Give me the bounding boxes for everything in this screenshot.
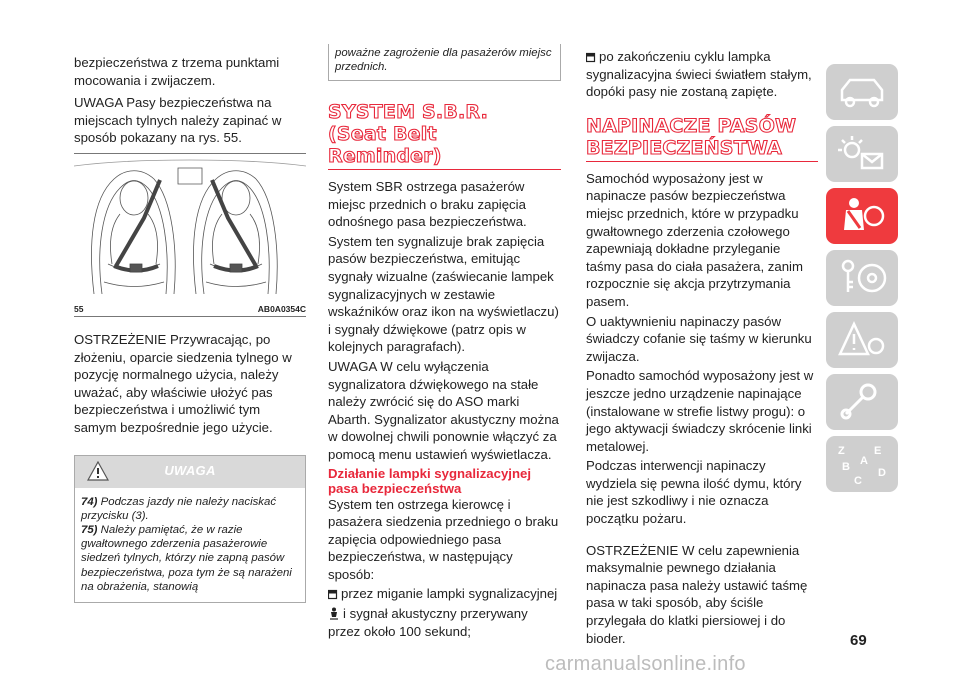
section-heading-pretensioners	[586, 115, 818, 162]
heading-line: (Seat Belt	[328, 123, 437, 145]
index-letter: E	[874, 445, 882, 457]
watermark: carmanualsonline.info	[545, 653, 746, 675]
paragraph-note: UWAGA W celu wyłączenia sygnalizatora dźwiękowego na stałe należy zwrócić się do ASO marki Abarth. Sygnalizator akustyczny można w dowolnej chwili ponownie włączyć za pomocą menu ustawień wyświetlacza.	[328, 358, 559, 462]
tab-maintenance[interactable]	[826, 374, 898, 430]
figure-rear-seatbelts	[74, 154, 306, 314]
tab-index[interactable]	[826, 436, 898, 492]
index-letter: Z	[838, 445, 845, 457]
heading-line: NAPINACZE PASÓW	[586, 114, 797, 137]
tab-safety[interactable]	[826, 188, 898, 244]
bullet-text: przez miganie lampki sygnalizacyjnej	[341, 586, 558, 602]
paragraph: Samochód wyposażony jest w napinacze pasów bezpieczeństwa miejsc przednich, które w przypadku gwałtownego zderzenia czołowego zapewniają dokładne przyleganie taśmy pasa do ciała pasażera, zanim rozpocznie się akcja przytrzymania pasem.	[586, 170, 803, 309]
column-right	[586, 48, 818, 647]
paragraph: System ten sygnalizuje brak zapięcia pasów bezpieczeństwa, emitując sygnały wizualne (zaświecanie lampek sygnalizacyjnych w zestawie wskaźników oraz ikon na wyświetlaczu) i sygnały dźwiękowe (patrz opis w kolejnych paragrafach).	[328, 233, 559, 355]
checkbox-bullet-icon	[328, 589, 338, 600]
bullet-item	[328, 585, 561, 603]
paragraph-caution: OSTRZEŻENIE W celu zapewnienia maksymalnie pewnego działania napinacza pasa należy ustawić taśmę pasa w taki sposób, aby ściśle przylegała do klatki piersiowej i do bioder.	[586, 542, 808, 646]
warning-item-text: Podczas jazdy nie należy naciskać przycisku (3).	[81, 495, 277, 522]
paragraph-note: UWAGA Pasy bezpieczeństwa na miejscach tylnych należy zapinać w sposób pokazany na rys. 55.	[74, 95, 282, 146]
rear-seat-illustration	[74, 154, 306, 302]
key-steering-icon	[834, 256, 890, 300]
paragraph: Podczas interwencji napinaczy wydziela się pewna ilość dymu, który nie jest szkodliwy i nie oznacza początku pożaru.	[586, 458, 802, 527]
warning-box	[74, 455, 306, 603]
index-letter: A	[860, 455, 868, 467]
warning-title: UWAGA	[164, 462, 216, 478]
warning-item-text: Należy pamiętać, że w razie gwałtownego zderzenia pasażerowie siedzeń tylnych, którzy nie zapną pasów bezpieczeństwa, poza tym że są narażeni na obrażenia, stanowią	[81, 523, 292, 593]
warning-lights-icon	[834, 132, 890, 176]
paragraph: System SBR ostrzega pasażerów miejsc przednich o braku zapięcia odnośnego pasa bezpieczeństwa.	[328, 179, 527, 230]
warning-item-number: 75)	[81, 523, 98, 536]
paragraph: System ten ostrzega kierowcę i pasażera siedzenia przedniego o braku zapięcia odpowiedniego pasa bezpieczeństwa, w następujący sposób:	[328, 496, 559, 582]
subheading-seatbelt-light: Działanie lampki sygnalizacyjnej pasa bezpieczeństwa	[328, 465, 532, 496]
heading-line: Reminder)	[328, 145, 442, 167]
figure-code: AB0A0354C	[257, 303, 306, 314]
warning-item-75	[81, 523, 299, 594]
index-letter: C	[854, 475, 862, 486]
heading-line: SYSTEM S.B.R.	[328, 101, 488, 123]
bullet-text: i sygnał akustyczny przerywany przez około 100 sekund;	[328, 606, 528, 639]
figure-bottom-rule	[74, 316, 306, 317]
warning-body	[75, 488, 305, 602]
car-icon	[834, 70, 890, 114]
alphabet-index-icon	[834, 442, 890, 486]
paragraph: Ponadto samochód wyposażony jest w jeszcze jedno urządzenie napinające (instalowane w strefie listwy progu): o jego aktywacji świadczy skrócenie linki metalowej.	[586, 368, 814, 454]
section-heading-sbr	[328, 101, 561, 170]
wrench-icon	[834, 380, 890, 424]
tab-starting-driving[interactable]	[826, 250, 898, 306]
bullet-item	[328, 605, 561, 640]
checkbox-bullet-icon	[586, 52, 596, 63]
bullet-item	[586, 48, 818, 101]
warning-header	[75, 456, 305, 488]
heading-line: BEZPIECZEŃSTWA	[586, 136, 783, 159]
warning-item-number: 74)	[81, 495, 98, 508]
tab-emergency[interactable]	[826, 312, 898, 368]
paragraph: bezpieczeństwa z trzema punktami mocowania i zwijaczem.	[74, 55, 280, 88]
paragraph: O uaktywnieniu napinaczy pasów świadczy cofanie się taśmy w kierunku zwijacza.	[586, 313, 812, 364]
tab-vehicle[interactable]	[826, 64, 898, 120]
seatbelt-airbag-icon	[834, 194, 890, 238]
tab-dashboard[interactable]	[826, 126, 898, 182]
paragraph-caution: OSTRZEŻENIE Przywracając, po złożeniu, oparcie siedzenia tylnego w pozycję normalnego użycia, należy uważać, aby właściwie ułożyć pas bezpieczeństwa i umożliwić tym samym bezpośrednie jego użycie.	[74, 331, 292, 435]
road-hazard-icon	[834, 318, 890, 362]
column-left	[74, 54, 306, 603]
index-letter: D	[878, 467, 886, 479]
seatbelt-warning-icon	[328, 607, 340, 620]
warning-box-continuation: poważne zagrożenie dla pasażerów miejsc przednich.	[328, 44, 561, 81]
column-middle	[328, 44, 561, 640]
bullet-text: po zakończeniu cyklu lampka sygnalizacyjna świeci światłem stałym, dopóki pasy nie zostaną zapięte.	[586, 49, 812, 100]
figure-number: 55	[74, 303, 84, 314]
warning-item-74	[81, 495, 299, 523]
index-letter: B	[842, 461, 850, 473]
page-number: 69	[850, 632, 867, 649]
